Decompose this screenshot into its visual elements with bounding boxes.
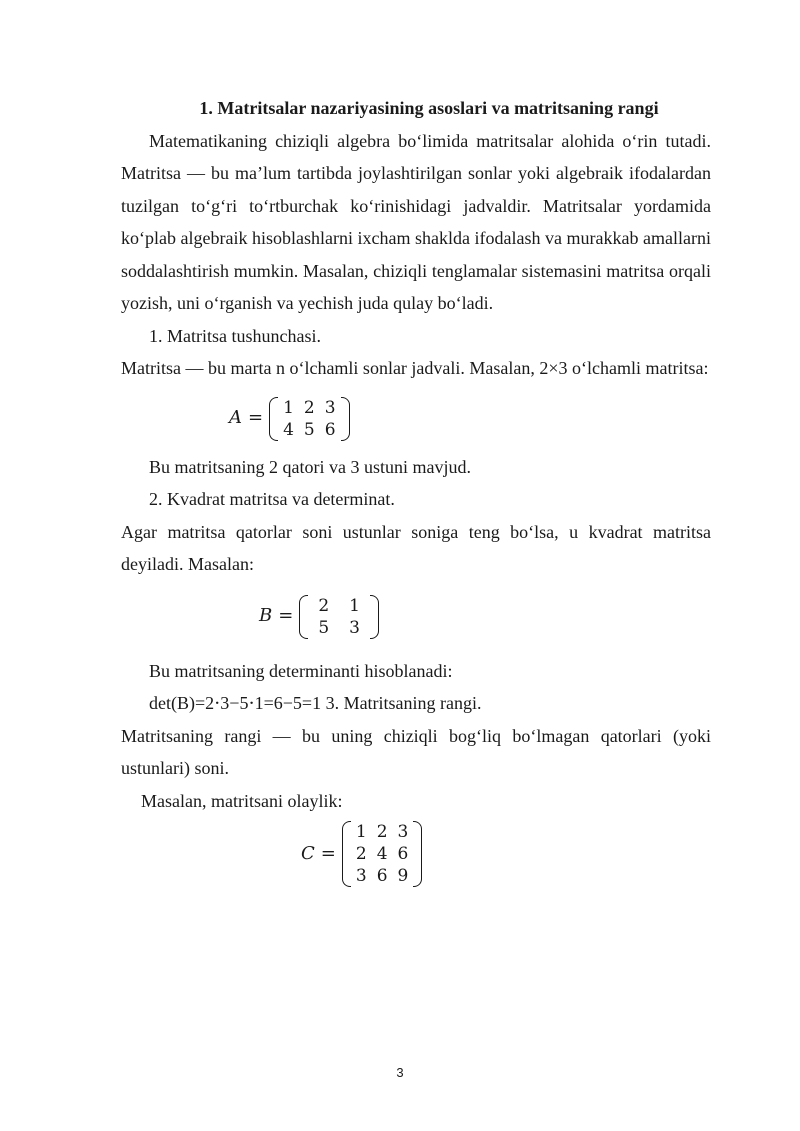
matrix-row bbox=[308, 617, 370, 639]
matrix-cell: 3 bbox=[324, 397, 336, 418]
matrix-cell: 4 bbox=[283, 419, 294, 440]
section2-text: Agar matritsa qatorlar soni ustunlar soniga teng bo‘lsa, u kvadrat matritsa deyiladi. Masalan: bbox=[121, 521, 711, 574]
matrix-c-equation bbox=[301, 821, 711, 887]
matrix-row bbox=[308, 595, 370, 617]
section1-after: Bu matritsaning 2 qatori va 3 ustuni mavjud. bbox=[149, 456, 471, 477]
page-number: 3 bbox=[396, 1065, 404, 1080]
section3-text: Matritsaning rangi — bu uning chiziqli bog‘liq bo‘lmagan qatorlari (yoki ustunlari) soni. bbox=[121, 725, 711, 778]
matrix-cell: 6 bbox=[397, 844, 409, 864]
matrix-row bbox=[351, 865, 413, 887]
matrix-b-name: B bbox=[259, 605, 273, 627]
page-title: 1. Matritsalar nazariyasining asoslari va matritsaning rangi bbox=[199, 98, 659, 118]
section1-heading: 1. Matritsa tushunchasi. bbox=[149, 325, 321, 346]
matrix-cell: 2 bbox=[318, 595, 330, 616]
matrix-c bbox=[342, 821, 422, 887]
section2-heading: 2. Kvadrat matritsa va determinat. bbox=[149, 489, 395, 509]
matrix-cell: 2 bbox=[355, 844, 367, 864]
matrix-a-name: A bbox=[229, 407, 242, 429]
section3-example: Masalan, matritsani olaylik: bbox=[141, 790, 343, 811]
matrix-cell: 9 bbox=[397, 866, 409, 886]
matrix-a-equation bbox=[229, 397, 711, 441]
matrix-cell: 1 bbox=[283, 397, 294, 418]
matrix-row bbox=[278, 419, 340, 441]
matrix-cell: 1 bbox=[349, 595, 360, 616]
matrix-cell: 6 bbox=[376, 866, 388, 886]
matrix-row bbox=[278, 397, 340, 419]
matrix-b-equals: = bbox=[278, 605, 294, 627]
matrix-a bbox=[269, 397, 349, 441]
page-content bbox=[121, 92, 711, 887]
matrix-cell: 6 bbox=[324, 419, 336, 440]
matrix-cell: 3 bbox=[355, 866, 367, 886]
section1-text: Matritsa — bu marta n o‘lchamli sonlar jadvali. Masalan, 2×3 o‘lchamli matritsa: bbox=[121, 358, 709, 378]
matrix-cell: 3 bbox=[349, 617, 360, 638]
matrix-b bbox=[299, 595, 379, 639]
intro-paragraph: Matematikaning chiziqli algebra bo‘limida matritsalar alohida o‘rin tutadi. Matritsa — bu ma’lum tartibda joylashtirilgan sonlar yoki algebraik ifodalardan tuzilgan to‘g‘ri to‘rtburchak ko‘rinishidagi jadvaldir. Matritsalar yordamida ko‘plab algebraik hisoblashlarni ixcham shaklda ifodalash va murakkab amallarni soddalashtirish mumkin. Masalan, chiziqli tenglamalar sistemasini matritsa orqali yozish, uni o‘rganish va yechish juda qulay bo‘ladi. bbox=[121, 130, 711, 313]
matrix-cell: 1 bbox=[355, 822, 367, 842]
matrix-cell: 5 bbox=[303, 419, 315, 440]
matrix-cell: 2 bbox=[303, 397, 315, 418]
matrix-row bbox=[351, 821, 413, 843]
matrix-cell: 4 bbox=[376, 844, 388, 864]
section2-after: Bu matritsaning determinanti hisoblanadi: bbox=[149, 660, 453, 681]
matrix-cell: 3 bbox=[397, 822, 409, 842]
matrix-a-equals: = bbox=[248, 407, 264, 429]
determinant-formula: det(B)=2⋅3−5⋅1=6−5=1 3. Matritsaning rangi. bbox=[149, 693, 482, 713]
matrix-c-name: C bbox=[301, 842, 315, 864]
matrix-cell: 2 bbox=[376, 822, 388, 842]
matrix-b-equation bbox=[259, 595, 711, 639]
matrix-row bbox=[351, 843, 413, 865]
matrix-cell: 5 bbox=[318, 617, 330, 638]
matrix-c-equals: = bbox=[320, 842, 336, 864]
